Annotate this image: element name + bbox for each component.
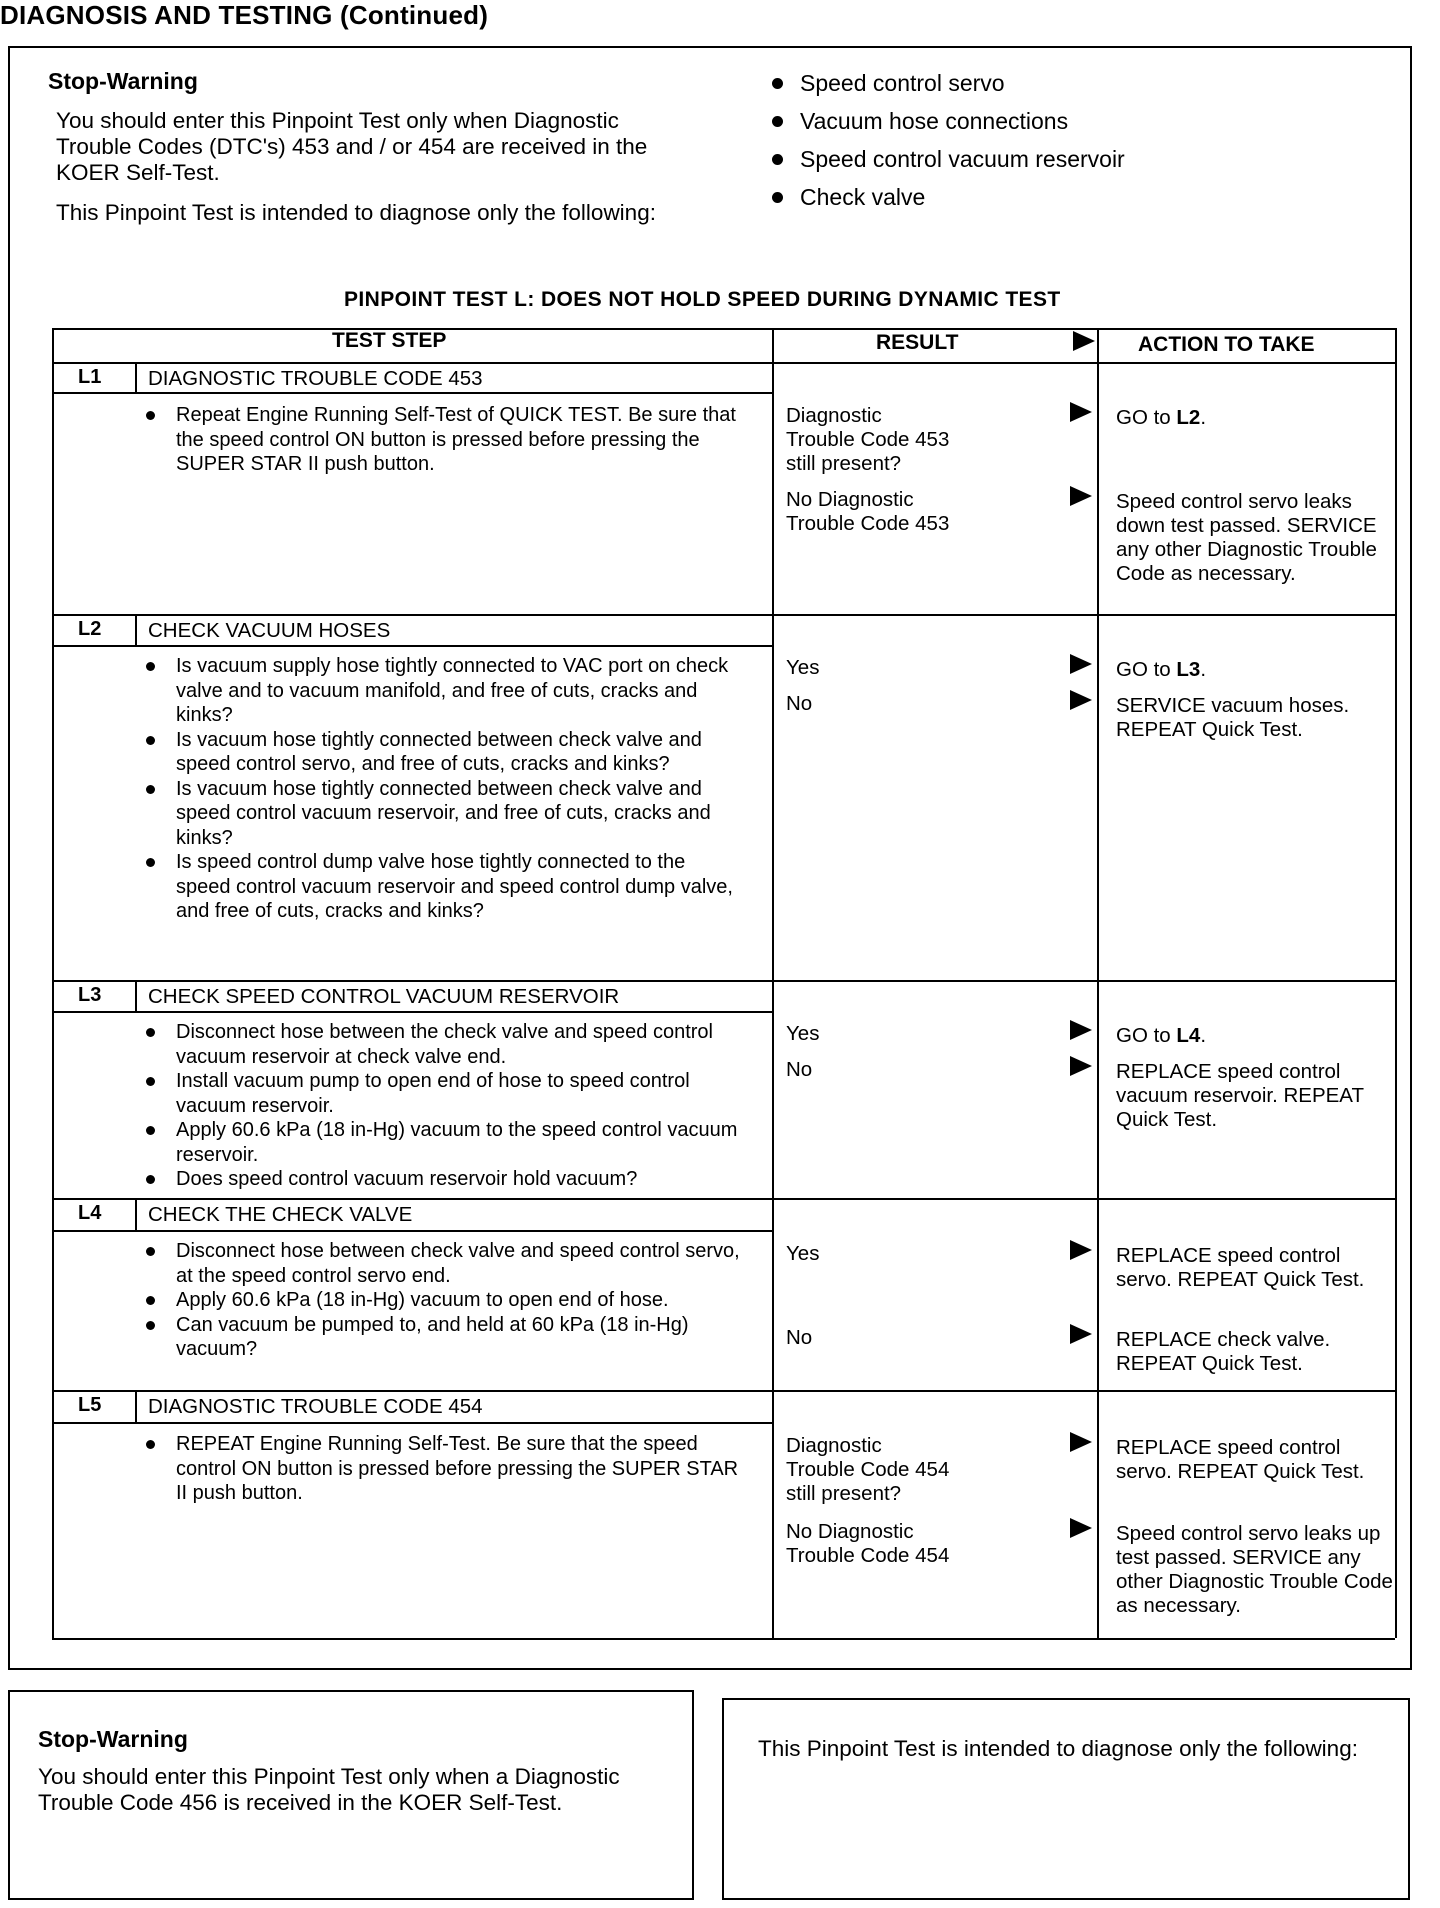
table-row-border bbox=[52, 614, 1395, 616]
action-text-main: GO to bbox=[1116, 406, 1177, 429]
result-text: No bbox=[786, 692, 813, 715]
table-result-divider bbox=[772, 328, 774, 1638]
step-code: L3 bbox=[78, 984, 102, 1006]
action-text-main: SERVICE vacuum hoses. REPEAT Quick Test. bbox=[1116, 694, 1350, 741]
step-title-underline bbox=[52, 645, 772, 647]
table-action-divider bbox=[1097, 328, 1099, 1638]
result-text: Yes bbox=[786, 1022, 820, 1045]
step-code: L5 bbox=[78, 1394, 102, 1416]
result-text: Diagnostic Trouble Code 453 still present? bbox=[786, 404, 950, 475]
diagnose-item: Speed control servo bbox=[770, 70, 1125, 108]
step-bullet-item: Repeat Engine Running Self-Test of QUICK TEST. Be sure that the speed control ON button is pressed before pressing the SUPER STAR II push button. bbox=[140, 403, 740, 477]
step-bullets bbox=[140, 1020, 740, 1192]
result-text: Yes bbox=[786, 656, 820, 679]
step-code: L1 bbox=[78, 366, 102, 388]
table-row-border bbox=[52, 1390, 1395, 1392]
action-header: ACTION TO TAKE bbox=[1138, 333, 1315, 356]
action-text-main: REPLACE speed control servo. REPEAT Quick Test. bbox=[1116, 1244, 1365, 1291]
step-code-divider bbox=[135, 614, 137, 645]
arrow-right-icon bbox=[1070, 486, 1092, 506]
table-header-top-border bbox=[52, 328, 1395, 330]
step-title: DIAGNOSTIC TROUBLE CODE 453 bbox=[148, 367, 483, 390]
result-text: No bbox=[786, 1326, 813, 1349]
arrow-right-icon bbox=[1070, 654, 1092, 674]
bottom-stop-warning-title: Stop-Warning bbox=[38, 1726, 188, 1752]
result-text: No Diagnostic Trouble Code 453 bbox=[786, 488, 950, 535]
action-text-main: GO to bbox=[1116, 1024, 1177, 1047]
diagnose-item: Speed control vacuum reservoir bbox=[770, 146, 1125, 184]
action-text-main: REPLACE speed control vacuum reservoir. REPEAT Quick Test. bbox=[1116, 1060, 1364, 1131]
step-bullet-item: Disconnect hose between check valve and speed control servo, at the speed control servo end. bbox=[140, 1239, 740, 1288]
diagnose-item: Check valve bbox=[770, 184, 1125, 222]
action-text bbox=[1116, 490, 1396, 586]
step-bullets bbox=[140, 403, 740, 477]
step-title-underline bbox=[52, 1011, 772, 1013]
stop-warning-paragraph-2: This Pinpoint Test is intended to diagnose only the following: bbox=[56, 200, 656, 225]
page-header: DIAGNOSIS AND TESTING (Continued) bbox=[0, 0, 489, 30]
result-text: Yes bbox=[786, 1242, 820, 1265]
arrow-right-icon bbox=[1070, 1324, 1092, 1344]
test-step-header: TEST STEP bbox=[332, 329, 447, 352]
action-text bbox=[1116, 406, 1396, 430]
arrow-right-icon bbox=[1073, 331, 1095, 351]
pinpoint-test-title: PINPOINT TEST L: DOES NOT HOLD SPEED DURING DYNAMIC TEST bbox=[344, 288, 1061, 311]
step-bullet-item: Apply 60.6 kPa (18 in-Hg) vacuum to open end of hose. bbox=[140, 1288, 740, 1313]
diagnose-items-list bbox=[770, 70, 1125, 222]
step-bullet-item: REPEAT Engine Running Self-Test. Be sure that the speed control ON button is pressed before pressing the SUPER STAR II push button. bbox=[140, 1432, 740, 1506]
step-bullets bbox=[140, 1239, 740, 1362]
step-bullet-item: Is vacuum supply hose tightly connected to VAC port on check valve and to vacuum manifold, and free of cuts, cracks and kinks? bbox=[140, 654, 740, 728]
action-text-suffix: . bbox=[1200, 658, 1207, 681]
action-text bbox=[1116, 1244, 1396, 1292]
action-text bbox=[1116, 1436, 1396, 1484]
action-text bbox=[1116, 1060, 1396, 1132]
arrow-right-icon bbox=[1070, 690, 1092, 710]
step-code: L4 bbox=[78, 1202, 102, 1224]
action-text bbox=[1116, 694, 1396, 742]
action-text-suffix: . bbox=[1200, 406, 1207, 429]
table-row-border bbox=[52, 1198, 1395, 1200]
arrow-right-icon bbox=[1070, 1020, 1092, 1040]
action-text-main: Speed control servo leaks down test passed. SERVICE any other Diagnostic Trouble Code as necessary. bbox=[1116, 490, 1377, 585]
step-bullets bbox=[140, 654, 740, 924]
step-title: DIAGNOSTIC TROUBLE CODE 454 bbox=[148, 1395, 483, 1418]
step-title: CHECK VACUUM HOSES bbox=[148, 619, 391, 642]
table-left-border bbox=[52, 328, 54, 1638]
action-text bbox=[1116, 1328, 1396, 1376]
action-step-ref: L4 bbox=[1176, 1024, 1201, 1047]
step-bullet-item: Does speed control vacuum reservoir hold vacuum? bbox=[140, 1167, 740, 1192]
step-code-divider bbox=[135, 362, 137, 392]
step-title: CHECK THE CHECK VALVE bbox=[148, 1203, 413, 1226]
action-text-main: REPLACE speed control servo. REPEAT Quick Test. bbox=[1116, 1436, 1365, 1483]
step-code: L2 bbox=[78, 618, 102, 640]
arrow-right-icon bbox=[1070, 1240, 1092, 1260]
result-text: Diagnostic Trouble Code 454 still present? bbox=[786, 1434, 950, 1505]
step-bullet-item: Install vacuum pump to open end of hose to speed control vacuum reservoir. bbox=[140, 1069, 740, 1118]
diagnose-item: Vacuum hose connections bbox=[770, 108, 1125, 146]
action-text-suffix: . bbox=[1200, 1024, 1207, 1047]
action-text bbox=[1116, 1522, 1396, 1618]
action-step-ref: L2 bbox=[1176, 406, 1201, 429]
step-title-underline bbox=[52, 1230, 772, 1232]
step-title-underline bbox=[52, 1422, 772, 1424]
step-bullet-item: Is vacuum hose tightly connected between check valve and speed control vacuum reservoir, and free of cuts, cracks and kinks? bbox=[140, 777, 740, 851]
action-text-main: GO to bbox=[1116, 658, 1177, 681]
arrow-right-icon bbox=[1070, 1056, 1092, 1076]
bottom-stop-warning-text: You should enter this Pinpoint Test only when a Diagnostic Trouble Code 456 is received in the KOER Self-Test. bbox=[38, 1764, 620, 1815]
step-title-underline bbox=[52, 392, 772, 394]
action-text-main: REPLACE check valve. REPEAT Quick Test. bbox=[1116, 1328, 1331, 1375]
step-bullet-item: Disconnect hose between the check valve and speed control vacuum reservoir at check valve end. bbox=[140, 1020, 740, 1069]
step-bullet-item: Apply 60.6 kPa (18 in-Hg) vacuum to the speed control vacuum reservoir. bbox=[140, 1118, 740, 1167]
step-bullet-item: Is vacuum hose tightly connected between check valve and speed control servo, and free of cuts, cracks and kinks? bbox=[140, 728, 740, 777]
result-text: No bbox=[786, 1058, 813, 1081]
table-row-border bbox=[52, 1638, 1395, 1640]
bottom-right-box bbox=[722, 1698, 1410, 1900]
arrow-right-icon bbox=[1070, 1518, 1092, 1538]
step-title: CHECK SPEED CONTROL VACUUM RESERVOIR bbox=[148, 985, 620, 1008]
step-bullet-item: Can vacuum be pumped to, and held at 60 kPa (18 in-Hg) vacuum? bbox=[140, 1313, 740, 1362]
stop-warning-paragraph-1: You should enter this Pinpoint Test only when Diagnostic Trouble Codes (DTC's) 453 and / or 454 are received in the KOER Self-Test. bbox=[56, 108, 648, 185]
action-text-main: Speed control servo leaks up test passed. SERVICE any other Diagnostic Trouble Code as necessary. bbox=[1116, 1522, 1393, 1617]
action-step-ref: L3 bbox=[1176, 658, 1201, 681]
step-bullet-item: Is speed control dump valve hose tightly connected to the speed control vacuum reservoir and speed control dump valve, and free of cuts, cracks and kinks? bbox=[140, 850, 740, 924]
result-header: RESULT bbox=[876, 331, 959, 354]
step-code-divider bbox=[135, 1198, 137, 1230]
table-header-bottom-border bbox=[52, 362, 1395, 364]
stop-warning-title: Stop-Warning bbox=[48, 68, 198, 94]
step-code-divider bbox=[135, 980, 137, 1011]
action-text bbox=[1116, 658, 1396, 682]
arrow-right-icon bbox=[1070, 402, 1092, 422]
action-text bbox=[1116, 1024, 1396, 1048]
stop-warning-text bbox=[56, 108, 656, 240]
bottom-right-text: This Pinpoint Test is intended to diagnose only the following: bbox=[758, 1736, 1358, 1761]
result-text: No Diagnostic Trouble Code 454 bbox=[786, 1520, 950, 1567]
table-row-border bbox=[52, 980, 1395, 982]
step-bullets bbox=[140, 1432, 740, 1506]
step-code-divider bbox=[135, 1390, 137, 1422]
arrow-right-icon bbox=[1070, 1432, 1092, 1452]
